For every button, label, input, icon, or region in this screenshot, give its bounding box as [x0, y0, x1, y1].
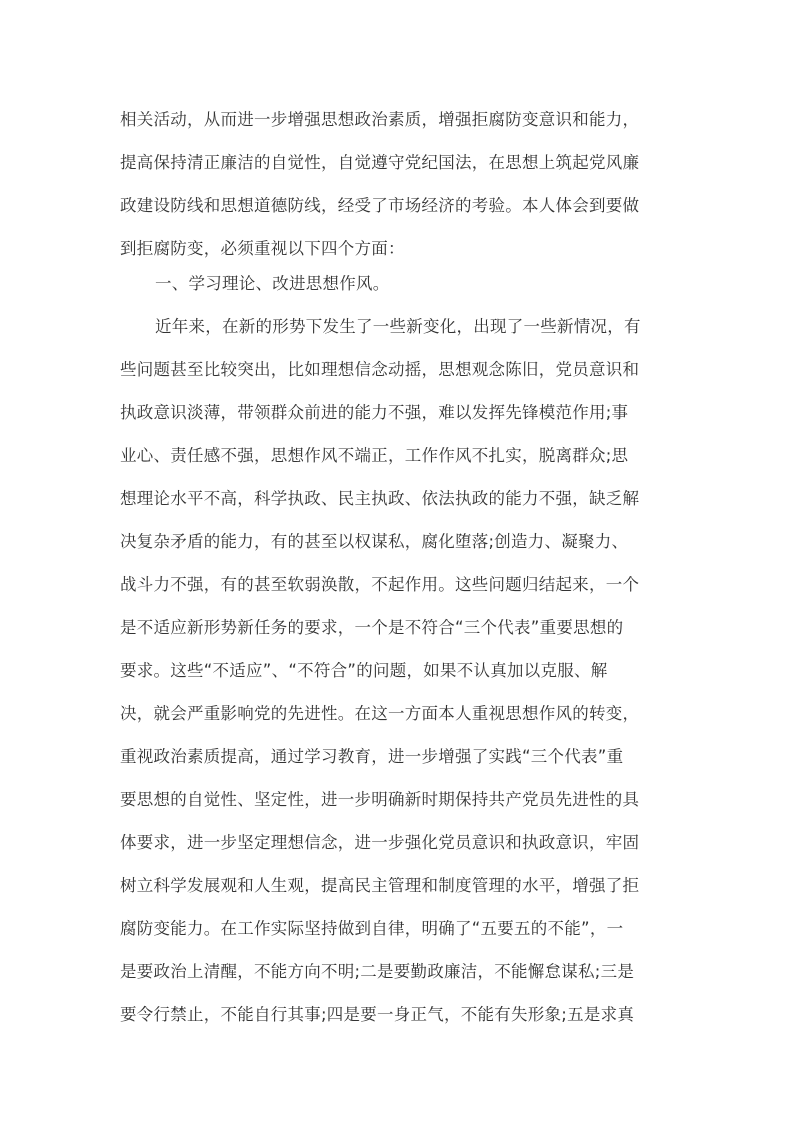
- text-line: 是要政治上清醒，不能方向不明;二是要勤政廉洁，不能懈怠谋私;三是: [120, 962, 635, 981]
- text-line: 提高保持清正廉洁的自觉性，自觉遵守党纪国法，在思想上筑起党风廉: [120, 153, 640, 172]
- text-line: 执政意识淡薄，带领群众前进的能力不强，难以发挥先锋模范作用;事: [120, 403, 629, 422]
- text-line: 想理论水平不高，科学执政、民主执政、依法执政的能力不强，缺乏解: [120, 489, 640, 508]
- text-line: 体要求，进一步坚定理想信念，进一步强化党员意识和执政意识，牢固: [120, 833, 640, 852]
- section-heading: 一、学习理论、改进思想作风。: [155, 274, 390, 293]
- text-line: 是不适应新形势新任务的要求，一个是不符合“三个代表”重要思想的: [120, 618, 624, 637]
- paragraph-start-line: 近年来，在新的形势下发生了一些新变化，出现了一些新情况，有: [155, 317, 641, 336]
- text-line: 要求。这些“不适应”、“不符合”的问题，如果不认真加以克服、解: [120, 661, 608, 680]
- text-line: 要思想的自觉性、坚定性，进一步明确新时期保持共产党员先进性的具: [120, 790, 640, 809]
- text-line: 到拒腐防变，必须重视以下四个方面：: [120, 239, 405, 258]
- text-line: 政建设防线和思想道德防线，经受了市场经济的考验。本人体会到要做: [120, 196, 640, 215]
- text-line: 重视政治素质提高，通过学习教育，进一步增强了实践“三个代表”重: [120, 747, 624, 766]
- text-line: 战斗力不强，有的甚至软弱涣散，不起作用。这些问题归结起来，一个: [120, 575, 640, 594]
- text-line: 树立科学发展观和人生观，提高民主管理和制度管理的水平，增强了拒: [120, 876, 640, 895]
- text-line: 业心、责任感不强，思想作风不端正，工作作风不扎实，脱离群众;思: [120, 446, 629, 465]
- text-line: 要令行禁止，不能自行其事;四是要一身正气，不能有失形象;五是求真: [120, 1005, 635, 1024]
- text-line: 相关活动，从而进一步增强思想政治素质，增强拒腐防变意识和能力，: [120, 110, 640, 129]
- text-line: 些问题甚至比较突出，比如理想信念动摇，思想观念陈旧，党员意识和: [120, 360, 640, 379]
- text-line: 腐防变能力。在工作实际坚持做到自律，明确了“五要五的不能”，一: [120, 919, 624, 938]
- text-line: 决，就会严重影响党的先进性。在这一方面本人重视思想作风的转变，: [120, 704, 640, 723]
- text-line: 决复杂矛盾的能力，有的甚至以权谋私，腐化堕落;创造力、凝聚力、: [120, 532, 629, 551]
